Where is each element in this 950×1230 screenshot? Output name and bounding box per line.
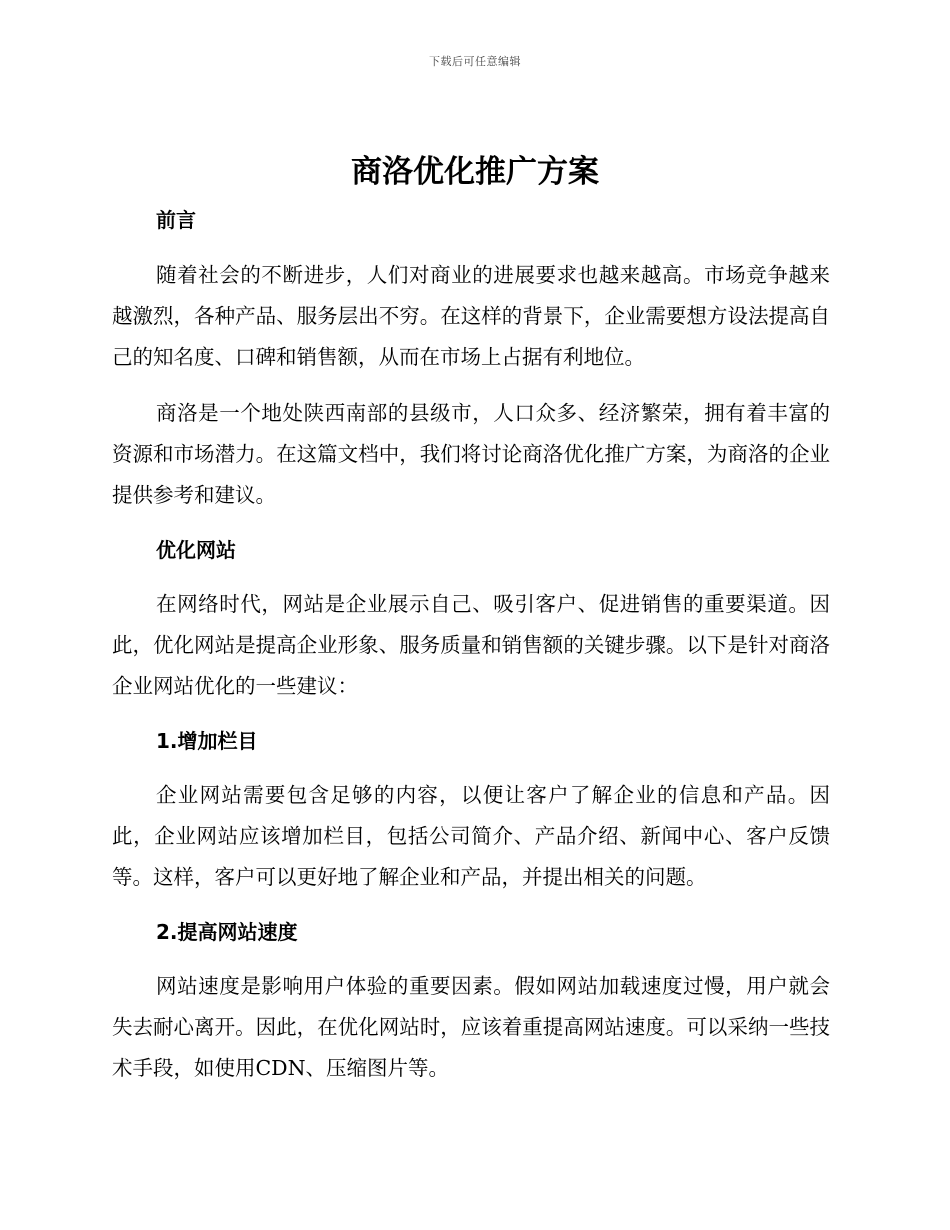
header-note: 下载后可任意编辑 [429,55,521,68]
preface-paragraph-2: 商洛是一个地处陕西南部的县级市，人口众多、经济繁荣，拥有着丰富的资源和市场潜力。在这篇文档中，我们将讨论商洛优化推广方案，为商洛的企业提供参考和建议。 [112,401,830,507]
section-heading-optimize-site: 优化网站 [156,538,236,562]
optimize-site-paragraph: 在网络时代，网站是企业展示自己、吸引客户、促进销售的重要渠道。因此，优化网站是提高企业形象、服务质量和销售额的关键步骤。以下是针对商洛企业网站优化的一些建议： [112,592,830,698]
subsection-heading-site-speed: 2.提高网站速度 [156,920,298,944]
site-speed-paragraph: 网站速度是影响用户体验的重要因素。假如网站加载速度过慢，用户就会失去耐心离开。因此，在优化网站时，应该着重提高网站速度。可以采纳一些技术手段，如使用CDN、压缩图片等。 [112,974,830,1080]
subsection-heading-add-columns: 1.增加栏目 [156,729,258,753]
add-columns-paragraph: 企业网站需要包含足够的内容，以便让客户了解企业的信息和产品。因此，企业网站应该增加栏目，包括公司简介、产品介绍、新闻中心、客户反馈等。这样，客户可以更好地了解企业和产品，并提出相关的问题。 [112,783,830,889]
preface-paragraph-1: 随着社会的不断进步，人们对商业的进展要求也越来越高。市场竞争越来越激烈，各种产品、服务层出不穷。在这样的背景下，企业需要想方设法提高自己的知名度、口碑和销售额，从而在市场上占据有利地位。 [112,263,830,369]
document-body [112,200,830,1089]
section-heading-preface: 前言 [156,208,196,232]
document-title: 商洛优化推广方案 [351,154,599,190]
